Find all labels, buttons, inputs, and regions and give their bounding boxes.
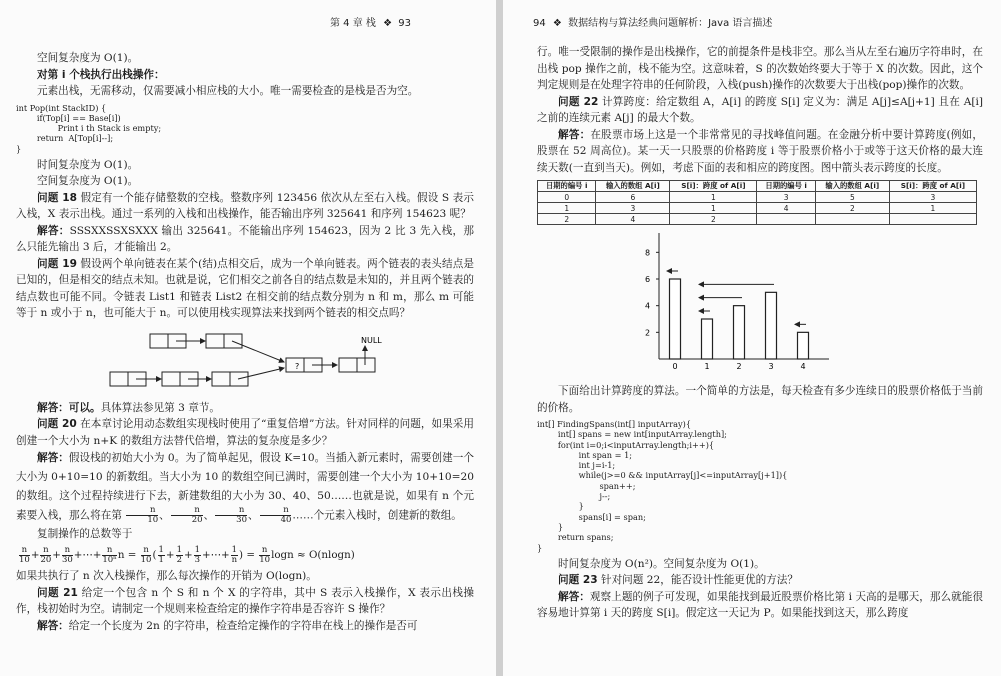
answer-label: 解答： bbox=[37, 619, 69, 632]
y-tick-label: 4 bbox=[645, 301, 651, 311]
code-finding-spans: int[] FindingSpans(int[] inputArray){ int[] spans = new int[inputArray.length]; for(int i=0;i<inputArray.length;i++){ int span = 1; int j=i-1; while(j>=0 && inputArray[j]<=inputArray[j+1]){ span++; j--; } spans[i] = span; } return spans; } bbox=[537, 419, 788, 553]
question-text: 在本章讨论用动态数组实现栈时使用了“重复倍增”方法。针对同样的问题，如果采用创建一个大小为 n+K 的数组方法替代倍增，算法的复杂度是多少？ bbox=[16, 418, 474, 447]
question-text: 针对问题 22，能否设计性能更优的方法？ bbox=[601, 574, 798, 587]
question-text: 计算跨度：给定数组 A，A[i] 的跨度 S[i] 定义为：满足 A[j]≤A[j+1] 且在 A[i] 之前的连续元素 A[j] 的最大个数。 bbox=[537, 95, 983, 124]
page-number: 94 bbox=[533, 18, 546, 29]
table-cell: 2 bbox=[538, 214, 596, 225]
answer-text: 在股票市场上这是一个非常常见的寻找峰值问题。在金融分析中要计算跨度(例如，股票在 52 周高位)。某一天一只股票的价格跨度 i 等于股票价格小于或等于这天价格的最大连续天数(一直到当天)。例如，考虑下面的表和相应的跨度图。图中箭头表示跨度的长度。 bbox=[537, 128, 983, 174]
ornament-icon: ❖ bbox=[552, 18, 561, 29]
fraction: $\frac{n}{10}$ bbox=[126, 506, 158, 525]
column-header: 日期的编号 i bbox=[538, 181, 596, 192]
question-23 bbox=[537, 572, 983, 589]
table-cell: 3 bbox=[889, 192, 976, 203]
text-line: 空间复杂度为 O(1)。 bbox=[37, 175, 139, 188]
table-cell: 1 bbox=[538, 203, 596, 214]
unknown-node-label: ? bbox=[295, 361, 300, 371]
ornament-icon: ❖ bbox=[383, 18, 392, 29]
table-header-row bbox=[538, 181, 977, 192]
question-18 bbox=[16, 190, 474, 223]
bar-3 bbox=[766, 292, 777, 359]
right-header bbox=[533, 14, 772, 29]
table-cell: 2 bbox=[670, 214, 757, 225]
page-gutter bbox=[496, 0, 503, 676]
answer-label: 解答： bbox=[558, 128, 591, 141]
y-tick-label: 8 bbox=[645, 248, 651, 258]
question-19 bbox=[16, 256, 474, 322]
question-22 bbox=[537, 94, 983, 127]
question-text: 假定有一个能存储整数的空栈。整数序列 123456 依次从左至右入栈。假设 S 表示入栈，X 表示出栈。通过一系列的入栈和出栈操作，能否输出序列 325641 和序列 154623 呢？ bbox=[16, 191, 474, 221]
answer-text: 具体算法参见第 3 章节。 bbox=[100, 401, 220, 414]
text-line: 时间复杂度为 O(1)。 bbox=[37, 158, 139, 171]
fraction: $\frac{n}{40}$ bbox=[260, 506, 292, 525]
x-tick-label: 4 bbox=[800, 362, 806, 371]
answer-label: 解答： bbox=[37, 452, 69, 465]
answer-19 bbox=[16, 400, 474, 417]
x-tick-label: 2 bbox=[736, 362, 742, 371]
subheading bbox=[16, 67, 474, 84]
chapter-title: 第 4 章 栈 bbox=[330, 18, 376, 29]
x-tick-label: 3 bbox=[768, 362, 774, 371]
answer-20: 解答：假设栈的初始大小为 0。为了简单起见，假设 K=10。当插入新元素时，需要创建一个大小为 0+10=10 的新数组。当大小为 10 的数组空间已满时，需要创建一个大小为 10+10=20 的数组。这个过程持续进行下去，新建数组的大小为 30、40、50……也就是说，如果有 n 个元素要入栈，那么将在第 $\frac{n}{10}$ 、 $\frac{n}{20}$ 、 $\frac{n}{30}$ 、 $\frac{n}{40}$ ……个元素入栈时，创建新的数组。 bbox=[16, 452, 475, 526]
table-row bbox=[538, 192, 977, 203]
fraction: $\frac{n}{30}$ bbox=[215, 506, 247, 525]
column-header: 日期的编号 i bbox=[757, 181, 815, 192]
bar-1 bbox=[702, 319, 713, 359]
span-bar-chart bbox=[537, 231, 983, 379]
answer-text: 观察上题的例子可发现，如果能找到最近股票价格比第 i 天高的是哪天，那么就能很容易地计算第 i 天的跨度 S[i]。假定这一天记为 P。如果能找到这天，那么跨度 bbox=[537, 590, 984, 620]
text-line: 元素出栈，无需移动，仅需要减小相应栈的大小。唯一需要检查的是栈是否为空。 bbox=[37, 85, 419, 97]
question-label: 问题 22 bbox=[558, 95, 599, 108]
question-label: 问题 23 bbox=[558, 574, 598, 587]
answer-23 bbox=[537, 589, 983, 622]
table-cell: 1 bbox=[889, 203, 976, 214]
table-cell bbox=[815, 214, 889, 225]
table-cell: 4 bbox=[596, 214, 670, 225]
right-body bbox=[537, 44, 983, 622]
y-tick-label: 6 bbox=[645, 275, 651, 284]
question-text: 给定一个包含 n 个 S 和 n 个 X 的字符串，其中 S 表示入栈操作，X 表示出栈操作，栈初始时为空。请制定一个规则来检查给定的操作字符串是否容许 S 操作？ bbox=[16, 586, 474, 616]
table-cell: 6 bbox=[596, 192, 670, 203]
table-cell: 2 bbox=[815, 203, 889, 214]
span-table bbox=[537, 180, 977, 225]
question-label: 问题 19 bbox=[37, 257, 77, 270]
x-tick-label: 1 bbox=[704, 362, 710, 371]
column-header: S[i]：跨度 of A[i] bbox=[670, 181, 757, 192]
table-cell: 0 bbox=[538, 192, 596, 203]
question-20 bbox=[16, 416, 474, 449]
table-cell: 1 bbox=[670, 192, 757, 203]
subheading-text: 对第 i 个栈执行出栈操作： bbox=[37, 68, 165, 81]
answer-21 bbox=[16, 618, 474, 635]
answer-text: ……个元素入栈时，创建新的数组。 bbox=[292, 509, 462, 522]
column-header: 输入的数组 A[i] bbox=[596, 181, 670, 192]
table-row bbox=[538, 214, 977, 225]
x-tick-label: 0 bbox=[672, 362, 678, 371]
answer-18 bbox=[16, 223, 474, 256]
linked-list-figure bbox=[16, 328, 474, 392]
table-cell bbox=[889, 214, 976, 225]
code-pop: int Pop(int StackID) { if(Top[i] == Base[i]) Print i th Stack is empty; return A[Top[i]--]; } bbox=[16, 102, 162, 154]
table-cell: 4 bbox=[757, 203, 815, 214]
answer-text: 给定一个长度为 2n 的字符串，检查给定操作的字符串在栈上的操作是否可 bbox=[68, 619, 418, 632]
question-text: 假设两个单向链表在某个(结)点相交后，成为一个单向链表。两个链表的表头结点是已知的，但是相交的结点未知。也就是说，它们相交之前各自的结点数是未知的，并且两个链表的结点数也可能不同。令链表 List1 和链表 List2 在相交前的结点数分别为 n 和 m，那么 m 可能等于 n 或小于 n，也可能大于 n。可以使用栈实现算法来找到两个链表的相交点吗？ bbox=[16, 257, 474, 320]
question-label: 问题 18 bbox=[37, 191, 77, 204]
formula-tail: logn ≈ O(nlogn) bbox=[271, 549, 355, 562]
table-cell: 3 bbox=[596, 203, 670, 214]
text-line: 行。唯一受限制的操作是出栈操作，它的前提条件是栈非空。那么当从左至右遍历字符串时，在出栈 pop 操作之前，栈不能为空。这意味着，S 的次数始终要大于等于 X 的次数。因此，这个判定规则是在处理字符串的任何阶段，入栈(push)操作的次数要大于出栈(pop)操作的次数。 bbox=[537, 46, 983, 91]
book-title: 数据结构与算法经典问题解析：Java 语言描述 bbox=[568, 18, 773, 29]
answer-22 bbox=[537, 127, 983, 177]
question-21 bbox=[16, 585, 474, 618]
table-cell: 1 bbox=[670, 203, 757, 214]
fraction: $\frac{n}{20}$ bbox=[171, 506, 203, 525]
question-label: 问题 21 bbox=[37, 586, 78, 599]
text-line: 如果共执行了 n 次入栈操作，那么每次操作的开销为 O(logn)。 bbox=[16, 570, 317, 583]
answer-text: SSSXXSSXSXXX 输出 325641。不能输出序列 154623，因为 2 比 3 先入栈，那么只能先输出 3 后，才能输出 2。 bbox=[16, 224, 475, 254]
column-header: S[i]：跨度 of A[i] bbox=[889, 181, 976, 192]
answer-label: 解答： bbox=[558, 590, 590, 603]
right-page bbox=[503, 0, 1001, 676]
question-label: 问题 20 bbox=[37, 418, 77, 431]
null-label: NULL bbox=[361, 335, 382, 345]
table-cell: 3 bbox=[757, 192, 815, 203]
bar-0 bbox=[670, 279, 681, 359]
text-line: 空间复杂度为 O(1)。 bbox=[37, 52, 139, 64]
left-header bbox=[330, 14, 411, 29]
text-line: 时间复杂度为 O(n²)。空间复杂度为 O(1)。 bbox=[558, 557, 765, 570]
answer-label: 解答： bbox=[37, 224, 70, 237]
left-page bbox=[0, 0, 496, 676]
table-cell bbox=[757, 214, 815, 225]
answer-text: 假设栈的初始大小为 0。为了简单起见，假设 K=10。当插入新元素时，需要创建一个大小为 0+10=10 的新数组。当大小为 10 的数组空间已满时，需要创建一个大小为 10+10=20 的数组。这个过程持续进行下去，新建数组的大小为 30、40、50……也就是说，如果有 n 个元素要入栈，那么将在第 bbox=[16, 452, 475, 522]
text-line: 复制操作的总数等于 bbox=[37, 527, 133, 540]
left-body bbox=[16, 50, 474, 634]
y-tick-label: 2 bbox=[645, 328, 651, 338]
column-header: 输入的数组 A[i] bbox=[815, 181, 889, 192]
bar-2 bbox=[734, 306, 745, 359]
answer-label: 解答：可以。 bbox=[37, 401, 101, 414]
page-number: 93 bbox=[398, 18, 411, 29]
copy-formula: $\frac{n}{10}$ + $\frac{n}{20}$ + $\frac{n}{30}$ +⋯+ $\frac{n}{\text{10ⁿ}}$ n = $\frac{n}{10}$ ( $\frac{1}{1}$ + $\frac{1}{2}$ + $\frac{1}{3}$ +⋯+ $\frac{1}{n}$ ) = $\frac{n}{10}$ logn ≈ O(nlogn) bbox=[19, 544, 355, 565]
table-cell: 5 bbox=[815, 192, 889, 203]
text-line: 下面给出计算跨度的算法。一个简单的方法是，每天检查有多少连续日的股票价格低于当前的价格。 bbox=[537, 385, 983, 414]
table-row bbox=[538, 203, 977, 214]
bar-4 bbox=[798, 332, 809, 359]
